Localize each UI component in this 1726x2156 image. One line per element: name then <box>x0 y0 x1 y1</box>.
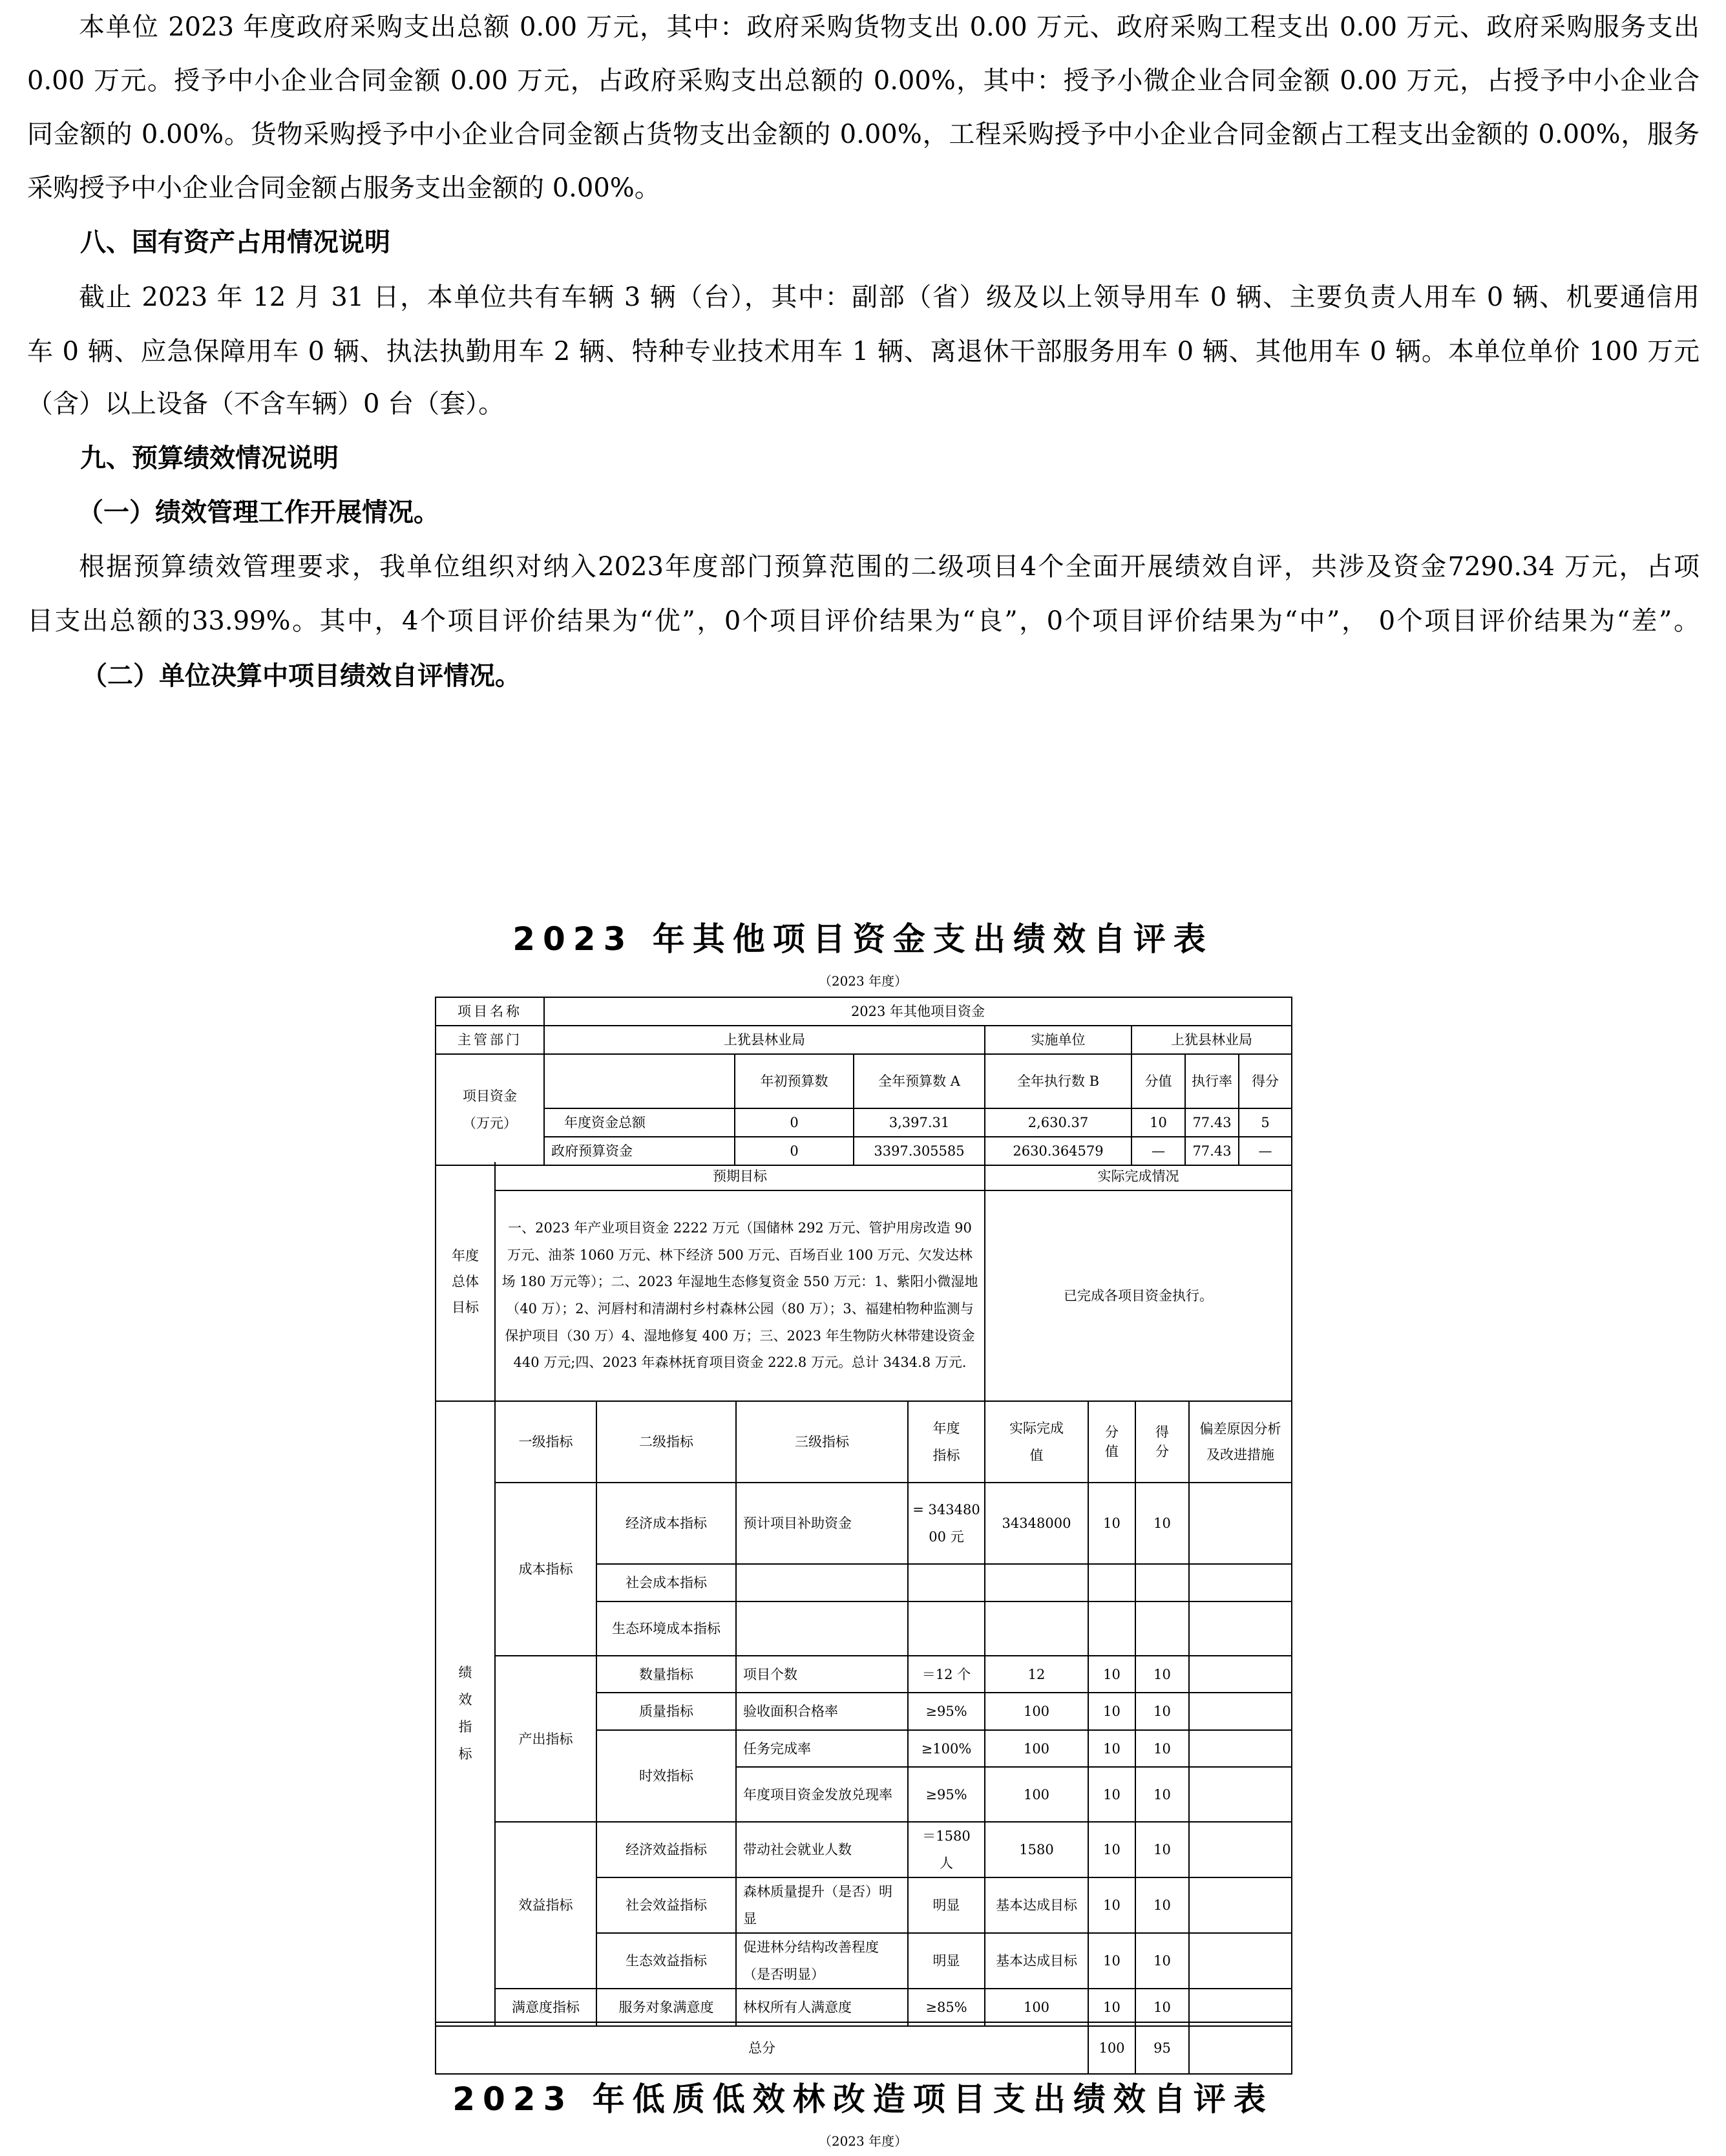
section-heading-performance: 九、预算绩效情况说明 <box>80 443 339 473</box>
header-level3: 三级指标 <box>736 1401 908 1483</box>
total-score-table <box>435 2022 1292 2075</box>
funds-exec-b: 2,630.37 <box>985 1108 1131 1137</box>
indicator-score: 10 <box>1135 1483 1189 1564</box>
project-funds-label <box>436 1054 544 1165</box>
indicator-level3: 带动社会就业人数 <box>736 1822 908 1877</box>
indicator-score: 10 <box>1135 1767 1189 1822</box>
indicator-level2: 社会成本指标 <box>596 1564 736 1601</box>
indicator-score: 10 <box>1135 1933 1189 1989</box>
group-output: 产出指标 <box>495 1656 596 1822</box>
actual-completion-text: 已完成各项目资金执行。 <box>985 1190 1292 1401</box>
performance-indicators-label <box>436 1401 495 2026</box>
total-deviation <box>1189 2022 1292 2074</box>
indicator-annual-target: ≥95% <box>908 1693 985 1730</box>
expected-goals-text: 一、2023 年产业项目资金 2222 万元（国储林 292 万元、管护用房改造 90 万元、油茶 1060 万元、林下经济 500 万元、百场百业 100 万元、欠发达林场 180 万元等）；二、2023 年湿地生态修复资金 550 万元：1、紫阳小微湿地（40 万）；2、河唇村和清湖村乡村森林公园（80 万）；3、福建柏物种监测与保护项目（30 万）4、湿地修复 400 万；三、2023 年生物防火林带建设资金 440 万元;四、2023 年森林抚育项目资金 222.8 万元。总计 3434.8 万元. <box>495 1190 985 1401</box>
funds-row-label: 政府预算资金 <box>544 1137 735 1165</box>
header-annual-target: 年度指标 <box>908 1401 985 1483</box>
indicator-level2: 经济成本指标 <box>596 1483 736 1564</box>
indicator-score: 10 <box>1135 1989 1189 2026</box>
indicator-annual-target: 明显 <box>908 1877 985 1933</box>
indicator-actual-value: 100 <box>985 1730 1088 1767</box>
indicator-actual-value: 100 <box>985 1989 1088 2026</box>
indicator-score: 10 <box>1135 1877 1189 1933</box>
indicator-score <box>1135 1564 1189 1601</box>
indicator-score: 10 <box>1135 1730 1189 1767</box>
funds-row-label: 年度资金总额 <box>544 1108 735 1137</box>
indicator-level2: 服务对象满意度 <box>596 1989 736 2026</box>
indicator-deviation <box>1189 1989 1292 2026</box>
project-name-label: 项目名称 <box>436 997 544 1026</box>
indicator-level3 <box>736 1601 908 1656</box>
indicator-row <box>436 1483 1292 1564</box>
indicator-actual-value: 100 <box>985 1693 1088 1730</box>
group-cost: 成本指标 <box>495 1483 596 1656</box>
indicator-level3: 验收面积合格率 <box>736 1693 908 1730</box>
header-deviation: 偏差原因分析及改进措施 <box>1189 1401 1292 1483</box>
section-heading-assets: 八、国有资产占用情况说明 <box>80 227 390 257</box>
header-level1: 一级指标 <box>495 1401 596 1483</box>
indicator-row <box>436 1656 1292 1693</box>
indicator-score: 10 <box>1135 1656 1189 1693</box>
department-row <box>436 1026 1292 1054</box>
indicator-deviation <box>1189 1656 1292 1693</box>
paragraph-line: 截止 2023 年 12 月 31 日，本单位共有车辆 3 辆（台），其中：副部（省）级及以上领导用车 0 辆、主要负责人用车 0 辆、机要通信用 <box>79 282 1700 312</box>
indicator-actual-value <box>985 1564 1088 1601</box>
indicator-actual-value: 100 <box>985 1767 1088 1822</box>
indicator-score-value: 10 <box>1088 1767 1135 1822</box>
indicator-deviation <box>1189 1730 1292 1767</box>
annual-goals-label <box>436 1162 495 1401</box>
indicator-actual-value <box>985 1601 1088 1656</box>
indicator-score-value: 10 <box>1088 1693 1135 1730</box>
goals-content-row <box>436 1190 1292 1401</box>
indicator-annual-target: 明显 <box>908 1933 985 1989</box>
indicator-level2: 社会效益指标 <box>596 1877 736 1933</box>
department-value: 上犹县林业局 <box>544 1026 985 1054</box>
header-level2: 二级指标 <box>596 1401 736 1483</box>
group-benefit: 效益指标 <box>495 1822 596 1989</box>
paragraph-line: 车 0 辆、应急保障用车 0 辆、执法执勤用车 2 辆、特种专业技术用车 1 辆、离退休干部服务用车 0 辆、其他用车 0 辆。本单位单价 100 万元 <box>27 337 1700 366</box>
subsection-heading-self-evaluation: （二）单位决算中项目绩效自评情况。 <box>81 661 521 691</box>
indicator-score-value: 10 <box>1088 1822 1135 1877</box>
indicator-row <box>436 1822 1292 1877</box>
paragraph-line: 本单位 2023 年度政府采购支出总额 0.00 万元，其中：政府采购货物支出 0.00 万元、政府采购工程支出 0.00 万元、政府采购服务支出 <box>79 12 1700 42</box>
implementing-unit-label: 实施单位 <box>985 1026 1131 1054</box>
total-label: 总分 <box>436 2022 1088 2074</box>
indicator-level3: 森林质量提升（是否）明显 <box>736 1877 908 1933</box>
indicator-deviation <box>1189 1822 1292 1877</box>
indicator-level3: 项目个数 <box>736 1656 908 1693</box>
funds-initial: 0 <box>735 1108 854 1137</box>
funds-score-value: — <box>1131 1137 1185 1165</box>
indicator-level3: 预计项目补助资金 <box>736 1483 908 1564</box>
project-info-table <box>435 997 1292 1166</box>
indicator-annual-target: ≥95% <box>908 1767 985 1822</box>
annual-goals-label-line: 目标 <box>452 1299 479 1315</box>
header-score: 得分 <box>1239 1054 1292 1108</box>
indicator-score-value: 10 <box>1088 1933 1135 1989</box>
funds-score: — <box>1239 1137 1292 1165</box>
header-annual-budget-a: 全年预算数 A <box>854 1054 985 1108</box>
indicator-annual-target: ≥85% <box>908 1989 985 2026</box>
paragraph-line: 根据预算绩效管理要求，我单位组织对纳入2023年度部门预算范围的二级项目4个全面开展绩效自评，共涉及资金7290.34 万元，占项 <box>79 552 1700 582</box>
header-score-value: 分值 <box>1131 1054 1185 1108</box>
funds-annual-a: 3,397.31 <box>854 1108 985 1137</box>
indicator-score-value: 10 <box>1088 1989 1135 2026</box>
project-funds-label-line1: 项目资金 <box>463 1088 517 1104</box>
funds-annual-a: 3397.305585 <box>854 1137 985 1165</box>
table2-title: 2023 年低质低效林改造项目支出绩效自评表 <box>452 2080 1274 2118</box>
indicator-score-value <box>1088 1601 1135 1656</box>
indicator-annual-target <box>908 1564 985 1601</box>
project-name-row <box>436 997 1292 1026</box>
actual-completion-header: 实际完成情况 <box>985 1162 1292 1190</box>
indicator-level3: 任务完成率 <box>736 1730 908 1767</box>
indicator-level2: 数量指标 <box>596 1656 736 1693</box>
indicator-row <box>436 1989 1292 2026</box>
department-label: 主管部门 <box>436 1026 544 1054</box>
annual-goals-label-line: 总体 <box>452 1273 479 1289</box>
total-row <box>436 2022 1292 2074</box>
implementing-unit-value: 上犹县林业局 <box>1131 1026 1292 1054</box>
annual-goals-label-line: 年度 <box>452 1247 479 1263</box>
funds-exec-rate: 77.43 <box>1185 1108 1239 1137</box>
indicator-deviation <box>1189 1564 1292 1601</box>
indicator-annual-target: ＝1580 人 <box>908 1822 985 1877</box>
header-score-value: 分值 <box>1088 1401 1135 1483</box>
subsection-heading-management: （一）绩效管理工作开展情况。 <box>78 497 439 527</box>
header-score: 得分 <box>1135 1401 1189 1483</box>
indicator-score-value: 10 <box>1088 1656 1135 1693</box>
funds-row <box>436 1137 1292 1165</box>
indicators-label-char: 标 <box>458 1746 472 1762</box>
indicator-score-value: 10 <box>1088 1483 1135 1564</box>
indicator-score <box>1135 1601 1189 1656</box>
indicator-level2: 时效指标 <box>596 1730 736 1822</box>
indicator-level3 <box>736 1564 908 1601</box>
funds-exec-b: 2630.364579 <box>985 1137 1131 1165</box>
indicator-annual-target: ＝12 个 <box>908 1656 985 1693</box>
goals-header-row <box>436 1162 1292 1190</box>
total-score-value: 100 <box>1088 2022 1135 2074</box>
funds-score-value: 10 <box>1131 1108 1185 1137</box>
group-satisfaction: 满意度指标 <box>495 1989 596 2026</box>
indicator-level2: 质量指标 <box>596 1693 736 1730</box>
indicator-annual-target: = 34348000 元 <box>908 1483 985 1564</box>
indicator-score-value: 10 <box>1088 1877 1135 1933</box>
funds-header-row <box>436 1054 1292 1108</box>
table1-title: 2023 年其他项目资金支出绩效自评表 <box>512 920 1214 958</box>
indicator-deviation <box>1189 1601 1292 1656</box>
indicator-deviation <box>1189 1483 1292 1564</box>
indicator-actual-value: 基本达成目标 <box>985 1933 1088 1989</box>
indicator-score: 10 <box>1135 1693 1189 1730</box>
indicators-label-char: 指 <box>458 1719 472 1735</box>
indicator-actual-value: 12 <box>985 1656 1088 1693</box>
indicator-deviation <box>1189 1933 1292 1989</box>
indicator-level2: 生态效益指标 <box>596 1933 736 1989</box>
indicator-annual-target <box>908 1601 985 1656</box>
header-execution-rate: 执行率 <box>1185 1054 1239 1108</box>
funds-exec-rate: 77.43 <box>1185 1137 1239 1165</box>
indicator-actual-value: 基本达成目标 <box>985 1877 1088 1933</box>
funds-score: 5 <box>1239 1108 1292 1137</box>
annual-goals-table <box>435 1162 1292 1402</box>
indicator-level2: 生态环境成本指标 <box>596 1601 736 1656</box>
indicator-score: 10 <box>1135 1822 1189 1877</box>
header-annual-execution-b: 全年执行数 B <box>985 1054 1131 1108</box>
paragraph-line: 同金额的 0.00%。货物采购授予中小企业合同金额占货物支出金额的 0.00%，工程采购授予中小企业合同金额占工程支出金额的 0.00%，服务 <box>27 120 1700 149</box>
indicator-deviation <box>1189 1877 1292 1933</box>
funds-row <box>436 1108 1292 1137</box>
indicator-deviation <box>1189 1767 1292 1822</box>
indicator-actual-value: 34348000 <box>985 1483 1088 1564</box>
indicator-level3: 林权所有人满意度 <box>736 1989 908 2026</box>
total-score: 95 <box>1135 2022 1189 2074</box>
paragraph-line: 采购授予中小企业合同金额占服务支出金额的 0.00%。 <box>27 173 660 203</box>
funds-header-blank <box>544 1054 735 1108</box>
indicators-label-char: 效 <box>458 1692 472 1707</box>
header-initial-budget: 年初预算数 <box>735 1054 854 1108</box>
table1-subtitle: （2023 年度） <box>818 973 908 989</box>
indicator-annual-target: ≥100% <box>908 1730 985 1767</box>
funds-initial: 0 <box>735 1137 854 1165</box>
expected-goals-header: 预期目标 <box>495 1162 985 1190</box>
indicator-level3: 促进林分结构改善程度（是否明显） <box>736 1933 908 1989</box>
table2-subtitle: （2023 年度） <box>818 2133 908 2149</box>
indicator-score-value: 10 <box>1088 1730 1135 1767</box>
paragraph-line: 0.00 万元。授予中小企业合同金额 0.00 万元，占政府采购支出总额的 0.00%，其中：授予小微企业合同金额 0.00 万元，占授予中小企业合 <box>27 66 1700 96</box>
indicators-label-char: 绩 <box>458 1665 472 1680</box>
performance-indicators-table <box>435 1401 1292 2027</box>
indicators-header-row <box>436 1401 1292 1483</box>
header-actual-value: 实际完成值 <box>985 1401 1088 1483</box>
paragraph-line: 目支出总额的33.99%。其中，4个项目评价结果为“优”，0个项目评价结果为“良”，0个项目评价结果为“中”， 0个项目评价结果为“差”。 <box>27 606 1700 636</box>
indicator-deviation <box>1189 1693 1292 1730</box>
project-funds-label-line2: （万元） <box>463 1115 517 1131</box>
project-name-value: 2023 年其他项目资金 <box>544 997 1292 1026</box>
indicator-score-value <box>1088 1564 1135 1601</box>
indicator-level3: 年度项目资金发放兑现率 <box>736 1767 908 1822</box>
indicator-actual-value: 1580 <box>985 1822 1088 1877</box>
paragraph-line: （含）以上设备（不含车辆）0 台（套）。 <box>27 389 505 419</box>
indicator-level2: 经济效益指标 <box>596 1822 736 1877</box>
